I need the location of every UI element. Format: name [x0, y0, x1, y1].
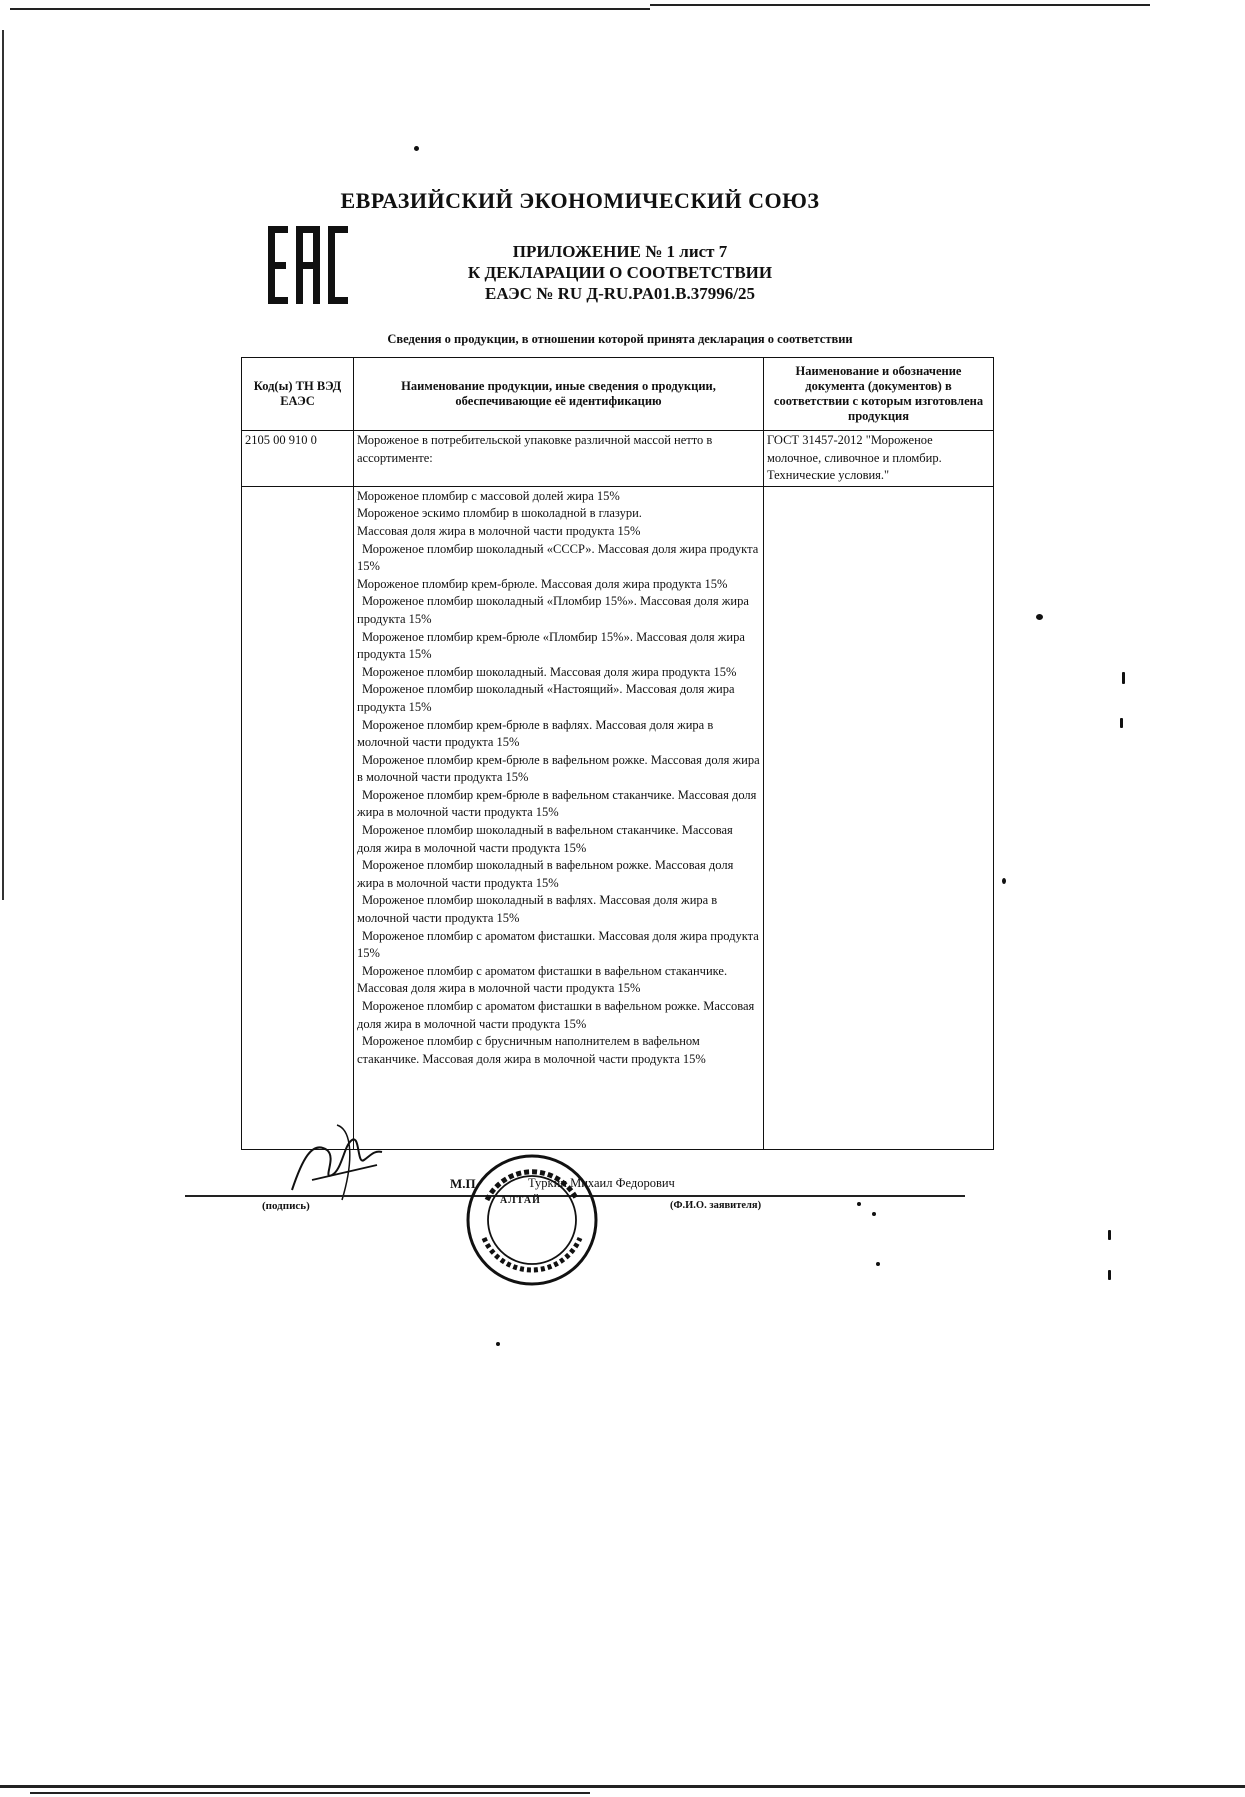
- scan-edge-top-right: [650, 4, 1150, 6]
- scan-edge-bottom-second: [30, 1792, 590, 1794]
- scan-speck: [1122, 672, 1125, 684]
- scan-speck: [496, 1342, 500, 1346]
- list-item: Мороженое пломбир с ароматом фисташки в вафельном рожке. Массовая доля жира в молочной части продукта 15%: [357, 999, 755, 1031]
- list-item: Мороженое пломбир крем-брюле в вафлях. Массовая доля жира в молочной части продукта 15%: [357, 717, 714, 750]
- appendix-title: [420, 241, 820, 304]
- table-row-products: [242, 486, 994, 1149]
- table-row: [242, 431, 994, 487]
- scan-edge-left: [2, 30, 4, 900]
- list-item: Мороженое пломбир шоколадный «Настоящий». Массовая доля жира продукта 15%: [357, 682, 735, 714]
- list-item: Мороженое пломбир шоколадный в вафельном рожке. Массовая доля жира в молочной части продукта 15%: [357, 858, 734, 890]
- table-caption: Сведения о продукции, в отношении которой принята декларация о соответствии: [387, 332, 853, 346]
- scan-speck: [1108, 1270, 1111, 1280]
- header-code: Код(ы) ТН ВЭД ЕАЭС: [242, 358, 354, 431]
- list-item: Мороженое пломбир шоколадный «Пломбир 15%». Массовая доля жира продукта 15%: [357, 594, 749, 626]
- scan-speck: [872, 1212, 876, 1216]
- scan-speck: [876, 1262, 880, 1266]
- scan-speck: [1002, 878, 1006, 884]
- fio-label: (Ф.И.О. заявителя): [670, 1200, 762, 1211]
- table-header-row: [242, 358, 994, 431]
- list-item: Мороженое пломбир крем-брюле. Массовая доля жира продукта 15%: [357, 576, 728, 591]
- list-item: Массовая доля жира в молочной части продукта 15%: [357, 523, 641, 538]
- applicant-name: Туркин Михаил Федорович: [528, 1176, 675, 1190]
- cell-doc: ГОСТ 31457-2012 "Мороженое молочное, сливочное и пломбир. Технические условия.": [764, 431, 994, 487]
- list-item: Мороженое пломбир с брусничным наполнителем в вафельном стаканчике. Массовая доля жира в молочной части продукта 15%: [357, 1034, 706, 1066]
- cell-code: 2105 00 910 0: [242, 431, 354, 487]
- scan-speck: [857, 1202, 861, 1206]
- list-item: Мороженое пломбир крем-брюле в вафельном рожке. Массовая доля жира в молочной части продукта 15%: [357, 752, 760, 785]
- cell-doc-empty: [764, 486, 994, 1149]
- list-item: Мороженое эскимо пломбир в шоколадной в глазури.: [357, 506, 642, 521]
- list-item: Мороженое пломбир шоколадный. Массовая доля жира продукта 15%: [362, 664, 737, 679]
- scan-speck: [414, 146, 419, 151]
- header-doc: Наименование и обозначение документа (документов) в соответствии с которым изготовлена продукция: [764, 358, 994, 431]
- org-title: ЕВРАЗИЙСКИЙ ЭКОНОМИЧЕСКИЙ СОЮЗ: [340, 188, 820, 213]
- stamp-text: АЛТАЙ: [500, 1195, 541, 1206]
- list-item: Мороженое пломбир шоколадный в вафлях. Массовая доля жира в молочной части продукта 15%: [357, 893, 718, 926]
- cell-name: Мороженое в потребительской упаковке различной массой нетто в ассортименте:: [354, 431, 764, 487]
- round-seal-stamp-icon: [462, 1150, 602, 1290]
- list-item: Мороженое пломбир шоколадный в вафельном стаканчике. Массовая доля жира в молочной части продукта 15%: [357, 823, 733, 855]
- products-table: [241, 357, 994, 1150]
- list-item: Мороженое пломбир с массовой долей жира 15%: [357, 488, 620, 503]
- list-item: Мороженое пломбир шоколадный «СССР». Массовая доля жира продукта 15%: [357, 541, 759, 574]
- cell-code-empty: [242, 486, 354, 1149]
- signature-label: (подпись): [262, 1200, 310, 1212]
- scan-edge-bottom: [0, 1785, 1245, 1788]
- appendix-line-1: ПРИЛОЖЕНИЕ № 1 лист 7: [512, 242, 728, 261]
- scan-speck: [1108, 1230, 1111, 1240]
- list-item: Мороженое пломбир крем-брюле «Пломбир 15%». Массовая доля жира продукта 15%: [357, 629, 745, 662]
- header-name: Наименование продукции, иные сведения о продукции, обеспечивающие её идентификацию: [354, 358, 764, 431]
- scan-speck: [1120, 718, 1123, 728]
- list-item: Мороженое пломбир с ароматом фисташки в вафельном стаканчике. Массовая доля жира в молочной части продукта 15%: [357, 963, 728, 996]
- appendix-line-3: ЕАЭС № RU Д-RU.PA01.В.37996/25: [484, 284, 755, 303]
- list-item: Мороженое пломбир с ароматом фисташки. Массовая доля жира продукта 15%: [357, 928, 759, 961]
- scan-speck: [1036, 614, 1043, 620]
- list-item: Мороженое пломбир крем-брюле в вафельном стаканчике. Массовая доля жира в молочной части продукта 15%: [357, 787, 757, 820]
- product-list-cell: [354, 486, 764, 1149]
- eac-logo-icon: [266, 222, 352, 308]
- scan-edge-top: [10, 8, 650, 10]
- appendix-line-2: К ДЕКЛАРАЦИИ О СООТВЕТСТВИИ: [467, 263, 773, 282]
- mp-label: М.П.: [450, 1176, 479, 1191]
- handwritten-signature-icon: [282, 1120, 392, 1210]
